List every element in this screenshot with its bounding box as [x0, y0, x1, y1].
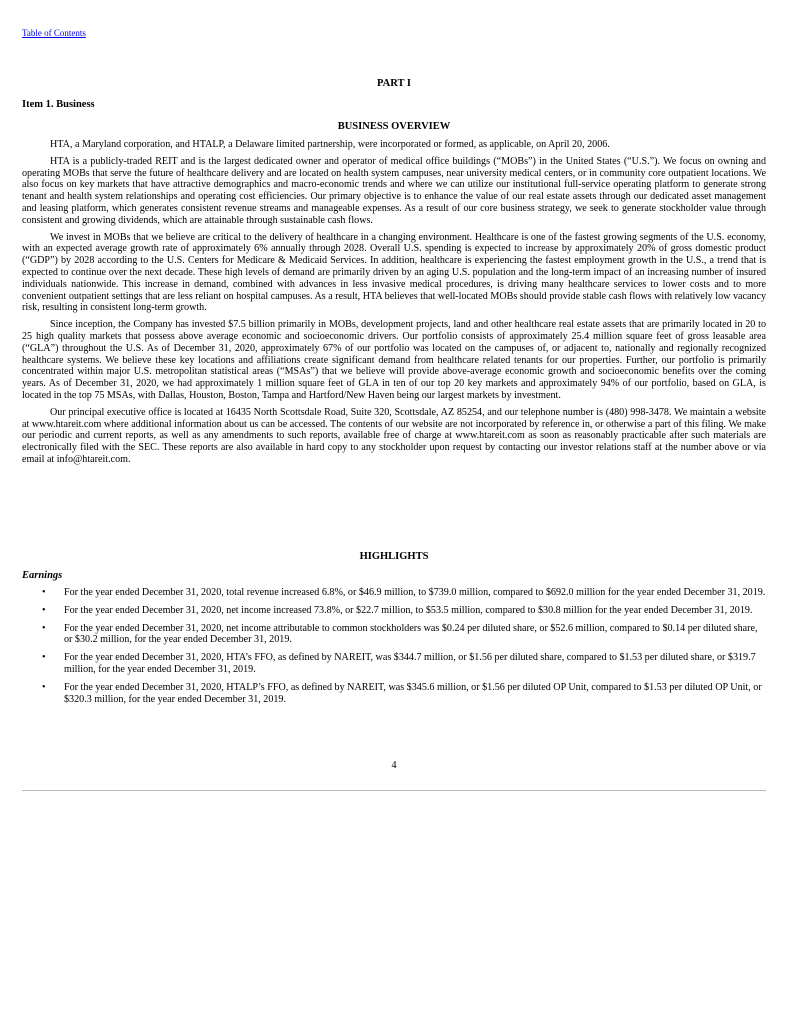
bullet-text: For the year ended December 31, 2020, total revenue increased 6.8%, or $46.9 million, to $739.0 million, compared to $692.0 million for the year ended December 31, 2019.	[64, 587, 766, 598]
bullet-text: For the year ended December 31, 2020, HTA’s FFO, as defined by NAREIT, was $344.7 million, or $1.56 per diluted share, compared to $1.53 per diluted share, or $319.7 million, for the year ended December 31, 2019.	[64, 652, 756, 675]
business-overview-body	[22, 139, 766, 471]
bullet-icon: •	[42, 652, 46, 664]
list-item	[22, 587, 766, 599]
overview-paragraph-1: HTA, a Maryland corporation, and HTALP, a Delaware limited partnership, were incorporated or formed, as applicable, on April 20, 2006.	[50, 139, 610, 150]
overview-paragraph-4: Since inception, the Company has invested $7.5 billion primarily in MOBs, development projects, land and other healthcare real estate assets that are primarily located in 20 to 25 high quality markets that possess above average economic and socioeconomic drivers. Our portfolio consists of approximately 25.4 million square feet of gross leasable area (“GLA”) throughout the U.S. As of December 31, 2020, approximately 67% of our portfolio was located on the campuses of, or adjacent to, nationally and regionally recognized healthcare systems. We believe these key locations and affiliations create significant demand from healthcare related tenants for our properties. Further, our portfolio is primarily concentrated within major U.S. metropolitan statistical areas (“MSAs”) that we believe will provide above-average economic growth and socioeconomic benefits over the coming years. As of December 31, 2020, we had approximately 1 million square feet of GLA in ten of our top 20 key markets and approximately 94% of our portfolio, based on GLA, is located in the top 75 MSAs, with Dallas, Houston, Boston, Tampa and Hartford/New Haven being our largest markets by investment.	[22, 319, 766, 401]
list-item	[22, 623, 766, 647]
bullet-icon: •	[42, 604, 46, 616]
bullet-icon: •	[42, 681, 46, 693]
overview-paragraph-2: HTA is a publicly-traded REIT and is the largest dedicated owner and operator of medical office buildings (“MOBs”) in the United States (“U.S.”). We focus on owning and operating MOBs that serve the future of healthcare delivery and are located on health system campuses, near university medical centers, or in community core outpatient locations. We also focus on key markets that have attractive demographics and macro-economic trends and where we can utilize our institutional full-service operating platform to generate strong tenant and health system relationships and operating cost efficiencies. Our primary objective is to enhance the value of our real estate assets through our dedicated asset management and leasing platform, which generates consistent revenue streams and manageable expenses. As a result of our core business strategy, we seek to generate stockholder value through consistent and growing dividends, which are attainable through sustainable cash flows.	[22, 155, 766, 226]
list-item	[22, 682, 766, 706]
page-divider	[22, 790, 766, 791]
bullet-text: For the year ended December 31, 2020, HTALP’s FFO, as defined by NAREIT, was $345.6 million, or $1.56 per diluted OP Unit, compared to $1.53 per diluted OP Unit, or $320.3 million, for the year ended December 31, 2019.	[64, 681, 762, 705]
overview-paragraph-5: Our principal executive office is located at 16435 North Scottsdale Road, Suite 320, Scottsdale, AZ 85254, and our telephone number is (480) 998-3478. We maintain a website at www.htareit.com where additional information about us can be accessed. The contents of our website are not incorporated by reference in, or otherwise a part of this filing. We make our periodic and current reports, as well as any amendments to such reports, available free of charge at www.htareit.com as soon as reasonably practicable after such materials are electronically filed with the SEC. These reports are also available in hard copy to any stockholder upon request by contacting our investor relations staff at the number above or via email at info@htareit.com.	[22, 406, 766, 465]
list-item	[22, 652, 766, 676]
bullet-icon: •	[42, 622, 46, 634]
list-item	[22, 605, 766, 617]
overview-paragraph-3: We invest in MOBs that we believe are critical to the delivery of healthcare in a changing environment. Healthcare is one of the fastest growing segments of the U.S. economy, with an expected average growth rate of approximately 6% annually through 2028. Overall U.S. spending is expected to increase by approximately 20% of gross domestic product (“GDP”) by 2028 according to the U.S. Centers for Medicare & Medicaid Services. In addition, healthcare is experiencing the fastest employment growth in the U.S., a trend that is expected to continue over the next decade. These high levels of demand are primarily driven by an aging U.S. population and the long-term impact of an increasing number of insured individuals nationwide. This increase in demand, combined with advances in less invasive medical procedures, is driving many healthcare services to lower costs and to more convenient outpatient settings that are less reliant on hospital campuses. As a result, HTA believes that well-located MOBs should provide stable cash flows with relatively low vacancy risk, resulting in consistent long-term growth.	[22, 231, 766, 314]
item-title: Item 1. Business	[22, 99, 95, 110]
bullet-icon: •	[42, 587, 46, 598]
page-number: 4	[391, 760, 397, 771]
highlights-heading: HIGHLIGHTS	[359, 551, 429, 562]
earnings-bullet-list	[22, 587, 766, 711]
earnings-subheading: Earnings	[22, 570, 63, 581]
bullet-text: For the year ended December 31, 2020, net income increased 73.8%, or $22.7 million, to $53.5 million, compared to $30.8 million for the year ended December 31, 2019.	[64, 604, 753, 616]
bullet-text: For the year ended December 31, 2020, net income attributable to common stockholders was $0.24 per diluted share, or $52.6 million, compared to $0.14 per diluted share, or $30.2 million, for the year ended December 31, 2019.	[64, 622, 758, 646]
business-overview-heading: BUSINESS OVERVIEW	[337, 121, 451, 132]
part-title: PART I	[377, 78, 411, 89]
table-of-contents-link[interactable]: Table of Contents	[22, 28, 86, 38]
